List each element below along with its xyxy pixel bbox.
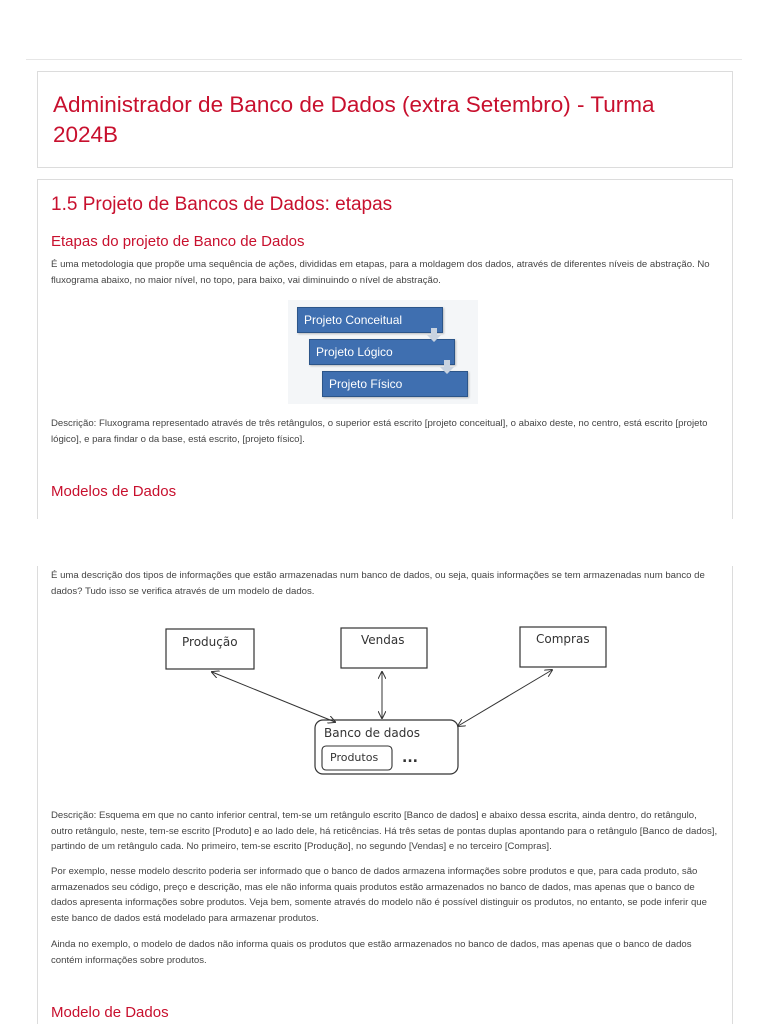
banco-de-dados-label: Banco de dados <box>324 726 420 740</box>
etapas-heading: Etapas do projeto de Banco de Dados <box>51 233 305 250</box>
modelos-paragraph: É uma descrição dos tipos de informações que estão armazenadas num banco de dados, ou seja, quais informações se tem armazenadas num banco de dados? Tudo isso se verifica através de um modelo de dados. <box>51 570 705 597</box>
produtos-label: Produtos <box>330 751 379 764</box>
top-divider <box>26 59 742 60</box>
flow-step-fisico: Projeto Físico <box>322 371 468 397</box>
flow-description: Descrição: Fluxograma representado através de três retângulos, o superior está escrito [projeto conceitual], o abaixo deste, no centro, está escrito [projeto lógico], e para findar o da base, está escrito, [projeto físico]. <box>51 418 708 445</box>
flow-step-conceitual: Projeto Conceitual <box>297 307 443 333</box>
example-paragraph-1: Por exemplo, nesse modelo descrito poderia ser informado que o banco de dados armazena informações sobre produtos e que, para cada produto, são armazenados seu código, preço e descrição, mas ele não informa quais produtos estão armazenados no banco de dados, mas apenas que o banco de dados apresenta informações sobre produtos. Veja bem, somente através do modelo não é possível distinguir os produtos, no entanto, se pode inferir que este banco de dados está modelado para armazenar produtos. <box>51 866 707 924</box>
etapas-paragraph: É uma metodologia que propõe uma sequência de ações, divididas em etapas, para a moldagem dos dados, através de diferentes níveis de abstração. No fluxograma abaixo, no maior nível, no topo, para baixo, vai diminuindo o nível de abstração. <box>51 259 710 286</box>
flow-arrow-down-icon <box>427 328 441 342</box>
section-title: 1.5 Projeto de Bancos de Dados: etapas <box>51 194 393 215</box>
box-compras-label: Compras <box>536 632 590 646</box>
course-title-card <box>37 71 733 168</box>
example-paragraph-2: Ainda no exemplo, o modelo de dados não informa quais os produtos que estão armazenados no banco de dados, mas apenas que o banco de dados contém informações sobre produtos. <box>51 939 692 966</box>
diagram-description: Descrição: Esquema em que no canto inferior central, tem-se um retângulo escrito [Banco de dados] e abaixo dessa escrita, ainda dentro, do retângulo, outro retângulo, neste, tem-se escrito [Produto] e ao lado dele, há reticências. Há três setas de pontas duplas apontando para o retângulo [Banco de dados], partindo de um retângulo cada. No primeiro, tem-se escrito [Produção], no segundo [Vendas] e no terceiro [Compras]. <box>51 810 718 852</box>
data-model-diagram <box>160 622 610 782</box>
course-title: Administrador de Banco de Dados (extra Setembro) - Turma 2024B <box>53 92 655 147</box>
flow-arrow-down-icon <box>440 360 454 374</box>
flow-step-logico: Projeto Lógico <box>309 339 455 365</box>
flowchart <box>288 300 478 404</box>
modelos-heading: Modelos de Dados <box>51 483 177 500</box>
arrow-compras-db <box>458 670 552 726</box>
modelo-de-dados-heading: Modelo de Dados <box>51 1004 169 1021</box>
arrow-producao-db <box>212 672 335 722</box>
box-vendas-label: Vendas <box>361 633 405 647</box>
ellipsis: ... <box>402 750 418 766</box>
box-producao-label: Produção <box>182 635 238 649</box>
